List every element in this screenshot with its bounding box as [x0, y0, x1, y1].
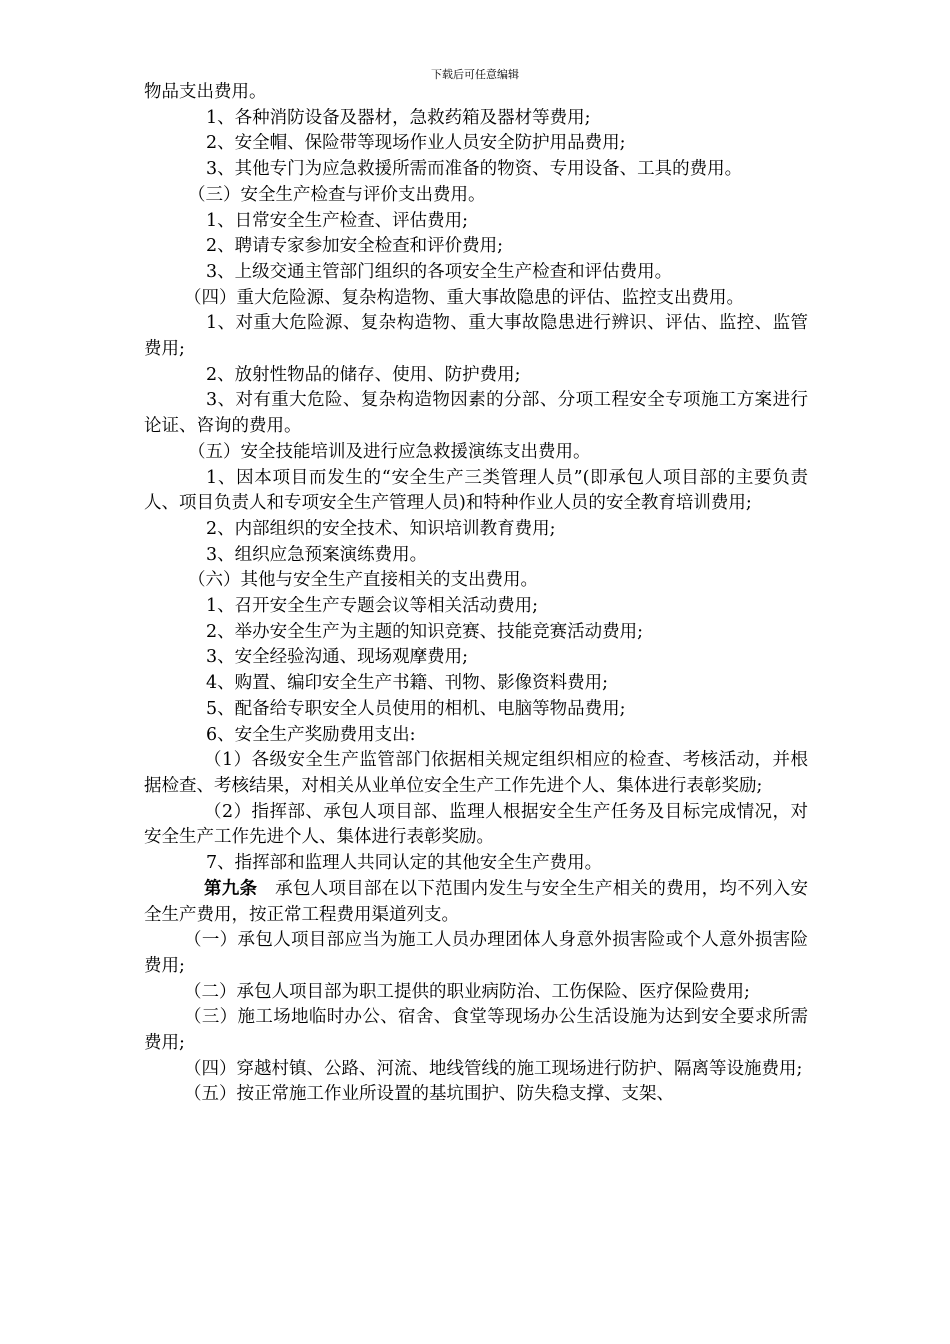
paragraph: 2、内部组织的安全技术、知识培训教育费用;	[206, 518, 556, 539]
article-text: 承包人项目部在以下范围内发生与安全生产相关的费用，均不列入安全生产费用，按正常工程费用渠道列支。	[144, 878, 809, 925]
page-header: 下载后可任意编辑	[431, 68, 519, 81]
paragraph: （1）各级安全生产监管部门依据相关规定组织相应的检查、考核活动，并根据检查、考核结果，对相关从业单位安全生产工作先进个人、集体进行表彰奖励;	[144, 750, 808, 796]
paragraph: （2）指挥部、承包人项目部、监理人根据安全生产任务及目标完成情况，对安全生产工作先进个人、集体进行表彰奖励。	[144, 801, 808, 848]
paragraph: 1、召开安全生产专题会议等相关活动费用;	[206, 596, 539, 617]
paragraph: （二）承包人项目部为职工提供的职业病防治、工伤保险、医疗保险费用;	[184, 981, 750, 1002]
paragraph: （四）重大危险源、复杂构造物、重大事故隐患的评估、监控支出费用。	[184, 287, 744, 308]
paragraph: 3、安全经验沟通、现场观摩费用;	[206, 647, 469, 668]
paragraph: （一）承包人项目部应当为施工人员办理团体人身意外损害险或个人意外损害险费用;	[144, 930, 808, 976]
paragraph: 4、购置、编印安全生产书籍、刊物、影像资料费用;	[206, 673, 609, 694]
paragraph: （五）按正常施工作业所设置的基坑围护、防失稳支撑、支架、	[184, 1084, 674, 1105]
paragraph: 5、配备给专职安全人员使用的相机、电脑等物品费用;	[206, 698, 626, 719]
paragraph: （三）安全生产检查与评价支出费用。	[188, 184, 486, 205]
paragraph: 6、安全生产奖励费用支出:	[206, 724, 416, 745]
paragraph: 2、放射性物品的储存、使用、防护费用;	[206, 364, 521, 385]
paragraph: （六）其他与安全生产直接相关的支出费用。	[188, 570, 538, 591]
paragraph: 2、聘请专家参加安全检查和评价费用;	[206, 236, 504, 257]
paragraph: （五）安全技能培训及进行应急救援演练支出费用。	[188, 441, 591, 462]
paragraph: 物品支出费用。	[144, 82, 267, 102]
paragraph: 1、因本项目而发生的“安全生产三类管理人员”(即承包人项目部的主要负责人、项目负责人和专项安全生产管理人员)和特种作业人员的安全教育培训费用;	[144, 467, 808, 514]
document-body	[144, 80, 808, 1108]
paragraph: 1、对重大危险源、复杂构造物、重大事故隐患进行辨识、评估、监控、监管费用;	[144, 313, 808, 360]
paragraph: 2、举办安全生产为主题的知识竞赛、技能竞赛活动费用;	[206, 621, 644, 642]
paragraph: 7、指挥部和监理人共同认定的其他安全生产费用。	[206, 853, 603, 874]
paragraph: 1、各种消防设备及器材，急救药箱及器材等费用;	[206, 107, 591, 128]
paragraph: 3、组织应急预案演练费用。	[206, 544, 428, 565]
article-nine	[144, 877, 808, 928]
paragraph: 3、其他专门为应急救援所需而准备的物资、专用设备、工具的费用。	[206, 159, 743, 180]
article-label: 第九条	[204, 878, 258, 899]
paragraph: 1、日常安全生产检查、评估费用;	[206, 210, 469, 231]
paragraph: 3、对有重大危险、复杂构造物因素的分部、分项工程安全专项施工方案进行论证、咨询的费用。	[144, 390, 808, 437]
section-list-1	[144, 80, 808, 877]
paragraph: 3、上级交通主管部门组织的各项安全生产检查和评估费用。	[206, 261, 673, 282]
paragraph: （三）施工场地临时办公、宿舍、食堂等现场办公生活设施为达到安全要求所需费用;	[144, 1007, 808, 1054]
section-list-2	[144, 928, 808, 1108]
paragraph: （四）穿越村镇、公路、河流、地线管线的施工现场进行防护、隔离等设施费用;	[184, 1058, 803, 1079]
paragraph: 2、安全帽、保险带等现场作业人员安全防护用品费用;	[206, 133, 626, 154]
